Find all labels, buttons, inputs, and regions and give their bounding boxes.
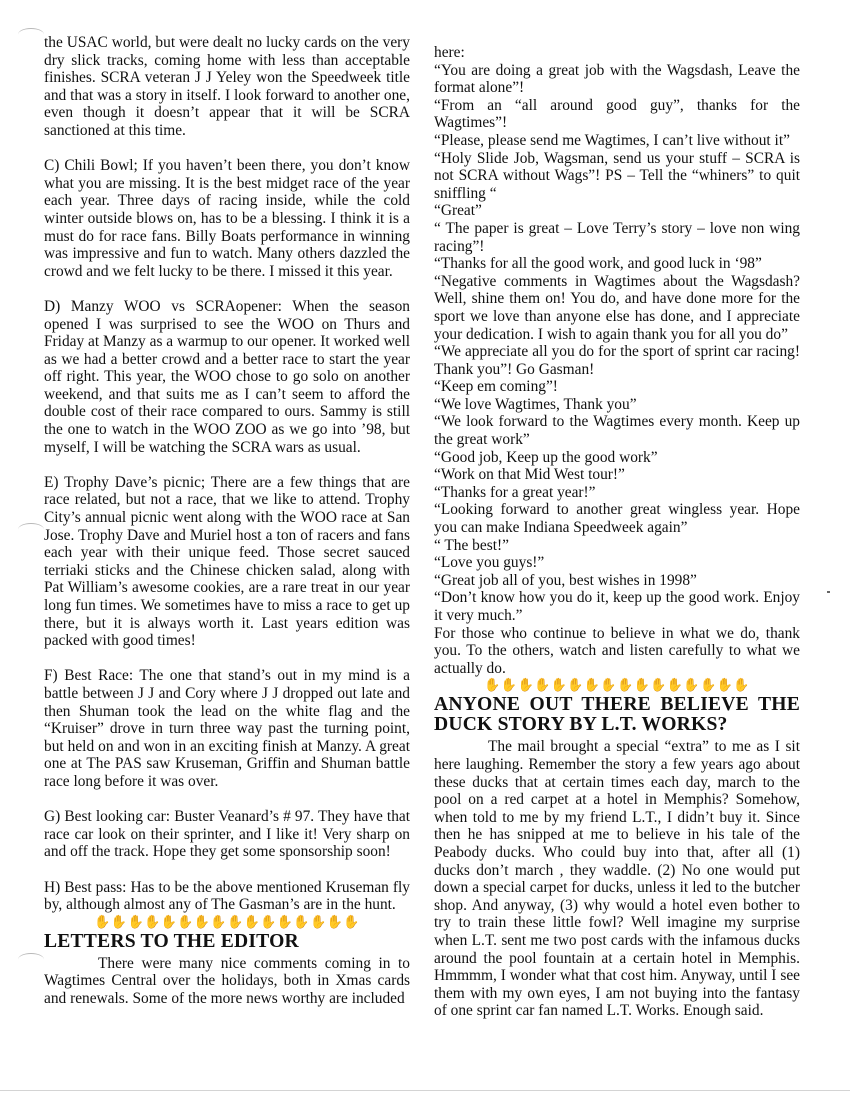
letter-quote: “You are doing a great job with the Wagsdash, Leave the format alone”! xyxy=(434,61,800,97)
continuation-paragraph: the USAC world, but were dealt no lucky cards on the very dry slick tracks, coming home with less than acceptable finishes. SCRA veteran J J Yeley won the Speedweek title and that was a story in itself. I look forward to another one, even though it doesn’t appear that it will be SCRA sanctioned at this time. xyxy=(44,34,410,139)
hand-icon: ✋ xyxy=(534,678,551,694)
duck-story-heading: ANYONE OUT THERE BELIEVE THE DUCK STORY BY L.T. WORKS? xyxy=(434,694,800,736)
left-column xyxy=(44,34,410,1007)
letter-quote: “ The best!” xyxy=(434,536,509,554)
hand-icon: ✋ xyxy=(260,914,277,930)
hand-icon: ✋ xyxy=(160,914,178,930)
letters-intro-end: here: xyxy=(434,44,465,61)
hand-icon: ✋ xyxy=(227,914,244,930)
hand-divider xyxy=(44,914,410,930)
letter-quote: “We look forward to the Wagtimes every month. Keep up the great work” xyxy=(434,413,800,449)
scan-mark xyxy=(18,953,44,966)
hand-icon: ✋ xyxy=(144,914,161,930)
item-best-pass: H) Best pass: Has to be the above mentioned Kruseman fly by, although almost any of The Gasman’s are in the hunt. xyxy=(44,878,410,914)
hand-icon: ✋ xyxy=(500,678,518,694)
letter-quote: “Great” xyxy=(434,202,482,220)
letter-quote: “Thanks for all the good work, and good luck in ‘98” xyxy=(434,255,762,273)
scan-mark xyxy=(18,523,44,536)
hand-icon: ✋ xyxy=(550,678,568,694)
hand-icon: ✋ xyxy=(193,914,211,930)
duck-story-body: The mail brought a special “extra” to me as I sit here laughing. Remember the story a few years ago about these ducks that at certain times each day, march to the pool on a red carpet at a hotel in Memphis? Somehow, when told to me by my friend L.T., I didn’t buy it. Since then he has snipped at me to believe in his tale of the Peabody ducks. Who could buy into that, after all (1) ducks don’t march , they waddle. (2) No one would put down a special carpet for ducks, unless it led to the butcher shop. And anyway, (3) why would a hotel even bother to try to train these little fowl? Well imagine my surprise when L.T. sent me two post cards with the infamous ducks around the pool fountain at a certain hotel in Memphis. Hmmmm, I wonder what that cost him. Anyway, until I see them with my own eyes, I am not buying into the fantasy of one sprint car fan named L.T. Works. Enough said. xyxy=(434,738,800,1020)
hand-icon: ✋ xyxy=(583,678,601,694)
letter-quote: “Looking forward to another great wingless year. Hope you can make Indiana Speedweek again” xyxy=(434,501,800,537)
hand-icon: ✋ xyxy=(650,678,667,694)
letter-quote: “We love Wagtimes, Thank you” xyxy=(434,395,637,413)
hand-icon: ✋ xyxy=(326,914,344,930)
letter-quote: “Great job all of you, best wishes in 1998” xyxy=(434,571,697,589)
letters-intro: There were many nice comments coming in to Wagtimes Central over the holidays, both in Xmas cards and renewals. Some of the more news worthy are included xyxy=(44,954,410,1007)
hand-icon: ✋ xyxy=(210,914,228,930)
hand-icon: ✋ xyxy=(716,678,734,694)
hand-icon: ✋ xyxy=(517,678,535,694)
item-manzy-opener: D) Manzy WOO vs SCRAopener: When the season opened I was surprised to see the WOO on Thurs and Friday at Manzy as a warmup to our opener. It worked well as we had a better crowd and a better race to start the year off right. This year, the WOO chose to go solo on another weekend, and that suits me as I can’t seem to afford the double cost of their race compared to ours. Sammy is still the one to watch in the WOO ZOO as we go into ’98, but myself, I will be watching the SCRA wars as usual. xyxy=(44,297,410,456)
hand-icon: ✋ xyxy=(733,678,750,694)
scan-mark xyxy=(18,28,44,41)
hand-icon: ✋ xyxy=(666,678,684,694)
letters-closing: For those who continue to believe in what we do, thank you. To the others, watch and listen carefully to what we actually do. xyxy=(434,624,800,677)
hand-icon: ✋ xyxy=(633,678,651,694)
letter-quote: “Please, please send me Wagtimes, I can’t live without it” xyxy=(434,131,790,149)
letter-quote: “Keep em coming”! xyxy=(434,378,558,396)
hand-icon: ✋ xyxy=(309,914,327,930)
letter-quote: “Holy Slide Job, Wagsman, send us your stuff – SCRA is not SCRA without Wags”! PS – Tell the “whiners” to quit sniffling “ xyxy=(434,149,800,202)
letters-quote-list xyxy=(434,62,800,625)
right-column xyxy=(434,44,800,1020)
hand-icon: ✋ xyxy=(127,914,145,930)
letter-quote: “Thanks for a great year!” xyxy=(434,483,596,501)
scan-speck xyxy=(827,591,830,593)
letter-quote: “We appreciate all you do for the sport of sprint car racing! Thank you”! Go Gasman! xyxy=(434,343,800,378)
letter-quote: “Love you guys!” xyxy=(434,554,545,572)
letter-quote: “From an “all around good guy”, thanks for the Wagtimes”! xyxy=(434,96,800,132)
hand-icon: ✋ xyxy=(94,914,111,930)
letters-heading: LETTERS TO THE EDITOR xyxy=(44,930,299,952)
hand-icon: ✋ xyxy=(276,914,294,930)
item-best-race: F) Best Race: The one that stand’s out in my mind is a battle between J J and Cory where J J dropped out late and then Shuman took the lead on the white flag and the “Kruiser” drove in turn three way past the turning point, but held on and won in an exciting finish at Manzy. A great one at The PAS saw Kruseman, Griffin and Shuman battle race long before it was over. xyxy=(44,667,410,790)
hand-icon: ✋ xyxy=(177,914,194,930)
page-bottom-edge xyxy=(0,1090,850,1091)
hand-icon: ✋ xyxy=(293,914,311,930)
item-chili-bowl: C) Chili Bowl; If you haven’t been there, you don’t know what you are missing. It is the best midget race of the year each year. Three days of racing inside, while the cold winter outside blows on, has to be a blessing. I think it is a must do for race fans. Billy Boats performance in winning was impressive and fun to watch. Many others dazzled the crowd and we felt lucky to be there. I missed it this year. xyxy=(44,157,410,280)
hand-icon: ✋ xyxy=(110,914,128,930)
hand-divider xyxy=(434,677,800,693)
item-best-looking-car: G) Best looking car: Buster Veanard’s # 97. They have that race car look on their sprinter, and I like it! Very sharp on and off the track. Hope they get some sponsorship soon! xyxy=(44,808,410,861)
letter-quote: “Work on that Mid West tour!” xyxy=(434,466,625,484)
letter-quote: “Negative comments in Wagtimes about the Wagsdash? Well, shine them on! You do, and have done more for the sport we love than anyone else has done, and I appreciate your dedication. I wish to again thank you for all you do” xyxy=(434,272,800,343)
hand-icon: ✋ xyxy=(600,678,618,694)
hand-icon: ✋ xyxy=(484,678,501,694)
hand-icon: ✋ xyxy=(683,678,701,694)
item-trophy-dave-picnic: E) Trophy Dave’s picnic; There are a few things that are race related, but not a race, that we like to attend. Trophy City’s annual picnic went along with the WOO race at San Jose. Trophy Dave and Muriel host a ton of racers and fans each year with their unique feed. Those secret sauced terriaki sticks and the Chinese chicken salad, along with Pat William’s awesome cookies, are a rare treat in our year long fun times. We sometimes have to miss a race to get up there, but it is always worth it. Last years edition was packed with good times! xyxy=(44,473,410,650)
hand-icon: ✋ xyxy=(699,678,717,694)
letter-quote: “ The paper is great – Love Terry’s story – love non wing racing”! xyxy=(434,219,800,255)
hand-icon: ✋ xyxy=(343,914,360,930)
letter-quote: “Don’t know how you do it, keep up the good work. Enjoy it very much.” xyxy=(434,589,800,624)
hand-icon: ✋ xyxy=(243,914,261,930)
hand-icon: ✋ xyxy=(617,678,634,694)
letter-quote: “Good job, Keep up the good work” xyxy=(434,448,658,466)
hand-icon: ✋ xyxy=(567,678,584,694)
